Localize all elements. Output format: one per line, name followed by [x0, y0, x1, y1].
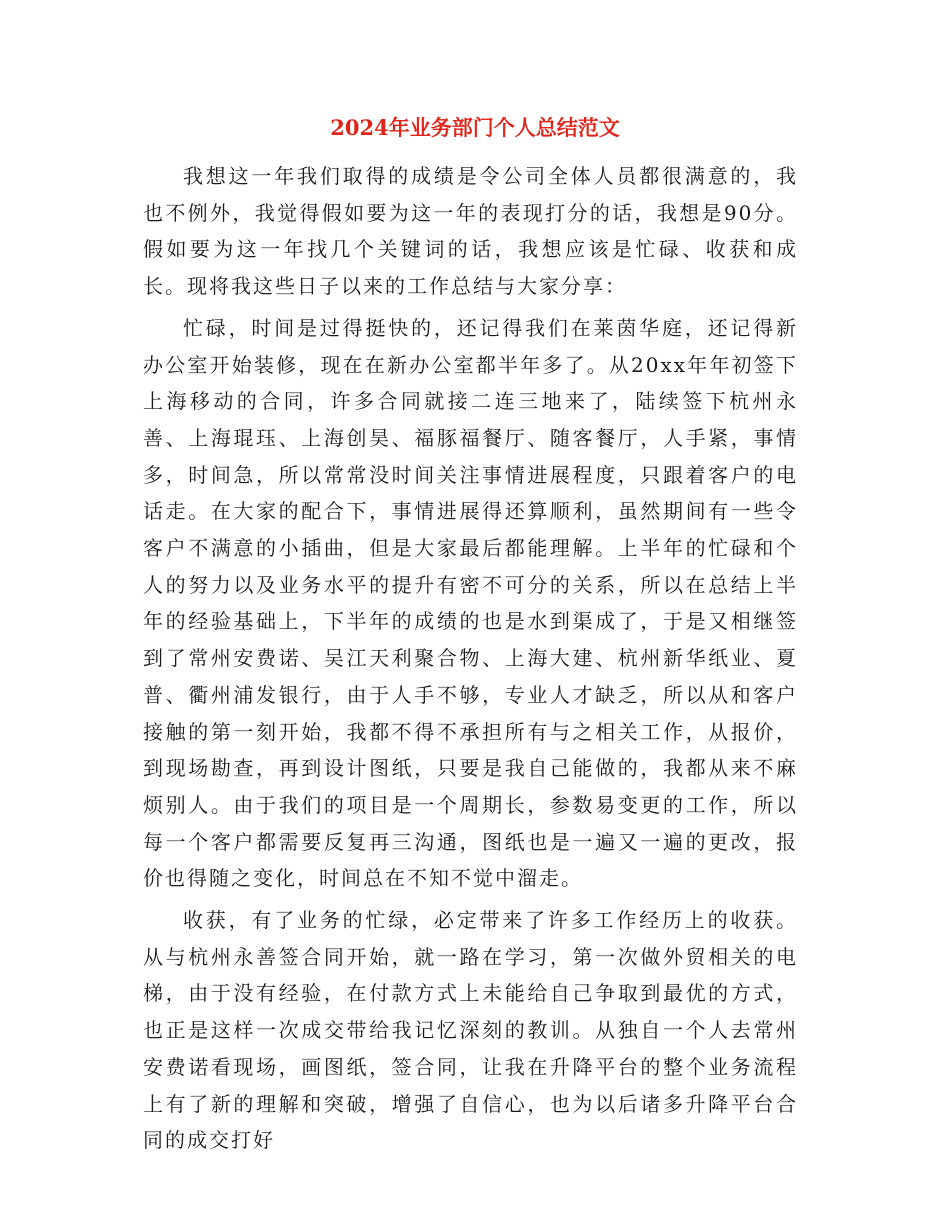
document-title: 2024年业务部门个人总结范文	[330, 115, 620, 140]
paragraph-busy: 忙碌，时间是过得挺快的，还记得我们在莱茵华庭，还记得新办公室开始装修，现在在新办公室都半年多了。从20xx年年初签下上海移动的合同，许多合同就接二连三地来了，陆续签下杭州永善、上海琨珏、上海创昊、福豚福餐厅、随客餐厅，人手紧，事情多，时间急，所以常常没时间关注事情进展程度，只跟着客户的电话走。在大家的配合下，事情进展得还算顺利，虽然期间有一些令客户不满意的小插曲，但是大家最后都能理解。上半年的忙碌和个人的努力以及业务水平的提升有密不可分的关系，所以在总结上半年的经验基础上，下半年的成绩的也是水到渠成了，于是又相继签到了常州安费诺、吴江天利聚合物、上海大建、杭州新华纸业、夏普、衢州浦发银行，由于人手不够，专业人才缺乏，所以从和客户接触的第一刻开始，我都不得不承担所有与之相关工作，从报价，到现场勘查，再到设计图纸，只要是我自己能做的，我都从来不麻烦别人。由于我们的项目是一个周期长，参数易变更的工作，所以每一个客户都需要反复再三沟通，图纸也是一遍又一遍的更改，报价也得随之变化，时间总在不知不觉中溜走。	[143, 315, 798, 891]
document-body	[143, 158, 798, 1164]
paragraph-intro: 我想这一年我们取得的成绩是令公司全体人员都很满意的，我也不例外，我觉得假如要为这一年的表现打分的话，我想是90分。假如要为这一年找几个关键词的话，我想应该是忙碌、收获和成长。现将我这些日子以来的工作总结与大家分享：	[143, 164, 798, 299]
paragraph-gains: 收获，有了业务的忙绿，必定带来了许多工作经历上的收获。从与杭州永善签合同开始，就一路在学习，第一次做外贸相关的电梯，由于没有经验，在付款方式上未能给自己争取到最优的方式，也正是这样一次成交带给我记忆深刻的教训。从独自一个人去常州安费诺看现场，画图纸，签合同，让我在升降平台的整个业务流程上有了新的理解和突破，增强了自信心，也为以后诸多升降平台合同的成交打好	[143, 908, 798, 1153]
